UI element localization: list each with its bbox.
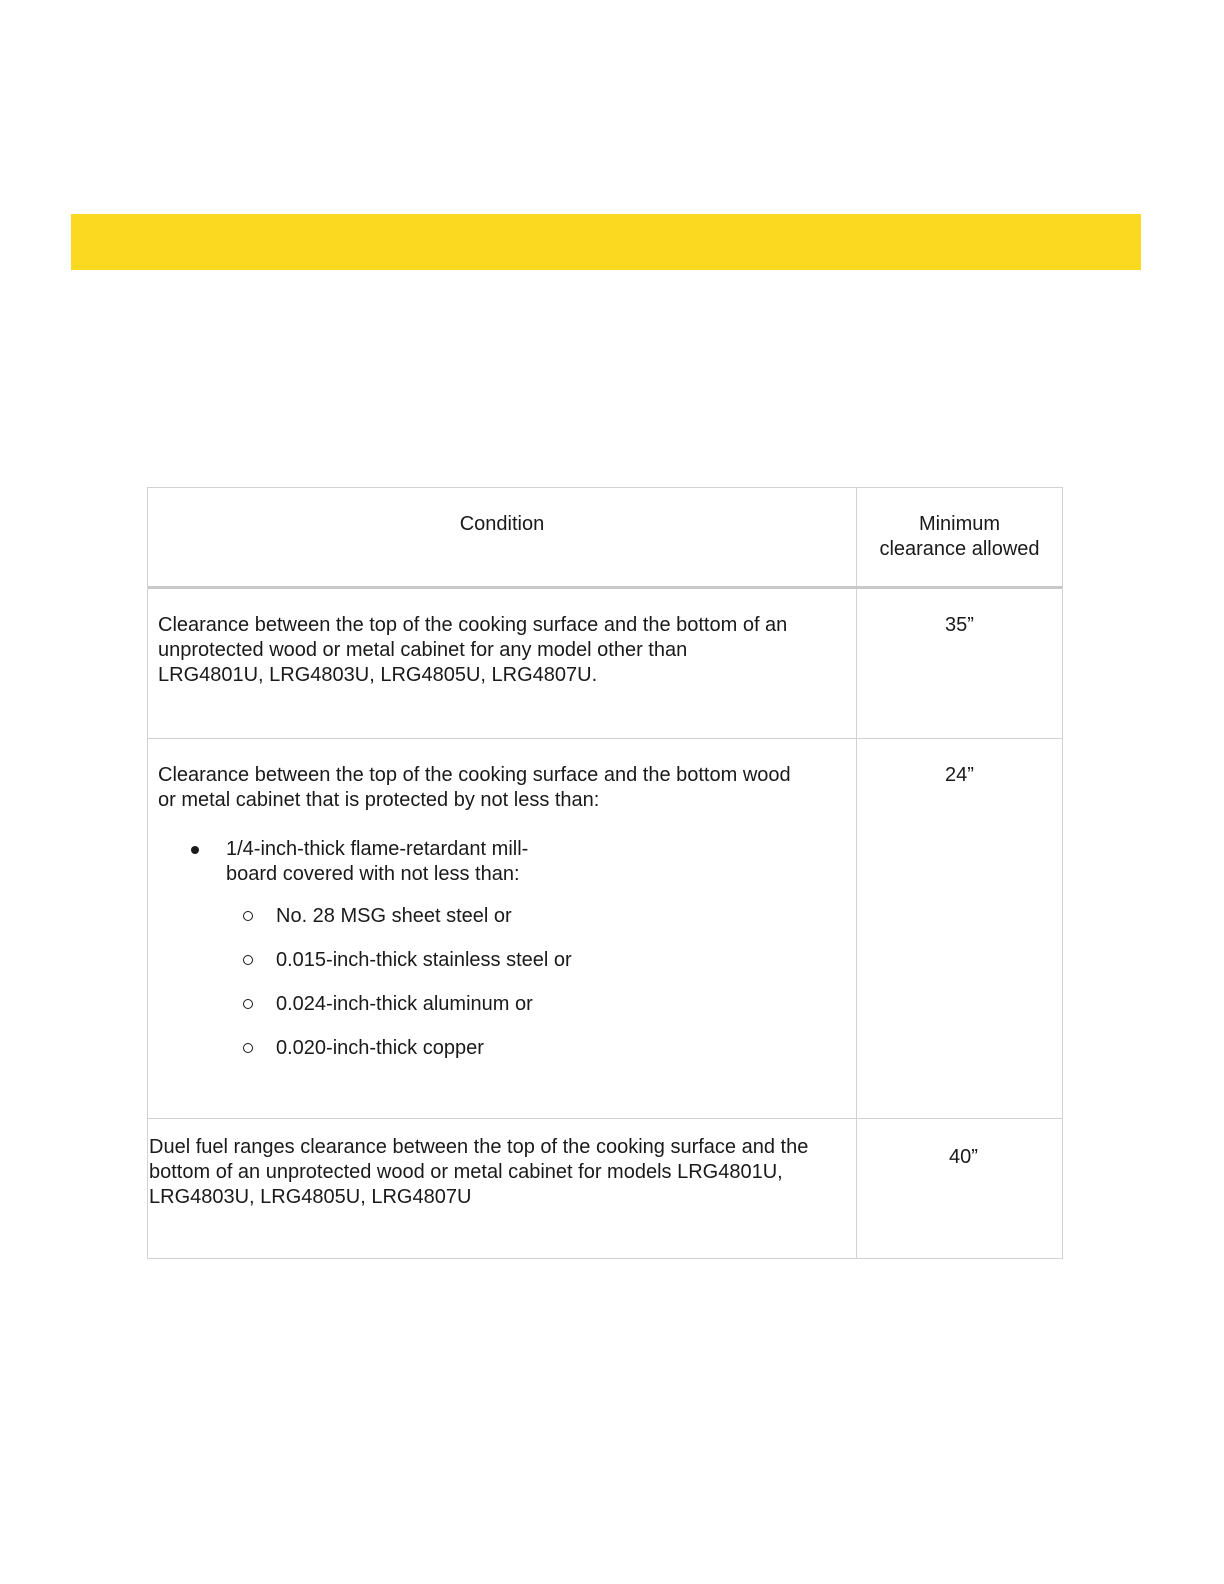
yellow-banner xyxy=(71,214,1141,270)
clearance-value xyxy=(857,739,1062,1118)
condition-line: Clearance between the top of the cooking surface and the bottom of an xyxy=(158,614,788,636)
clearance-value-text: 24” xyxy=(945,764,974,786)
sub-bullet-item xyxy=(158,1036,846,1080)
table-row xyxy=(148,739,1062,1119)
hollow-circle-icon xyxy=(243,1043,253,1053)
table-row xyxy=(148,589,1062,739)
bullet-line: board covered with not less than: xyxy=(226,863,520,885)
header-minimum xyxy=(857,488,1062,586)
table-row xyxy=(148,1119,1062,1258)
bullet-line: 1/4-inch-thick flame-retardant mill- xyxy=(226,838,529,860)
table-header-row xyxy=(148,488,1062,589)
clearance-value-text: 35” xyxy=(945,614,974,636)
header-condition xyxy=(148,488,857,586)
header-condition-label: Condition xyxy=(459,513,545,535)
sub-bullet-item xyxy=(158,948,846,992)
sub-bullet-text: 0.020-inch-thick copper xyxy=(276,1037,484,1059)
clearance-value-text: 40” xyxy=(949,1146,978,1168)
condition-line: LRG4801U, LRG4803U, LRG4805U, LRG4807U. xyxy=(158,664,598,686)
bullet-list xyxy=(158,837,846,1080)
sub-bullet-item xyxy=(158,992,846,1036)
bullet-dot-icon xyxy=(191,846,199,854)
bullet-item xyxy=(158,837,846,1080)
hollow-circle-icon xyxy=(243,911,253,921)
condition-line: or metal cabinet that is protected by not less than: xyxy=(158,789,600,811)
condition-cell xyxy=(148,589,857,738)
condition-line: Duel fuel ranges clearance between the top of the cooking surface and the xyxy=(149,1136,809,1158)
hollow-circle-icon xyxy=(243,999,253,1009)
clearance-value xyxy=(857,589,1062,738)
sub-bullet-item xyxy=(158,904,846,948)
header-minimum-line1: Minimum xyxy=(918,513,1001,535)
sub-bullet-text: 0.024-inch-thick aluminum or xyxy=(276,993,533,1015)
condition-line: bottom of an unprotected wood or metal cabinet for models LRG4801U, xyxy=(149,1161,783,1183)
sub-bullet-list xyxy=(158,904,846,1080)
condition-line: Clearance between the top of the cooking surface and the bottom wood xyxy=(158,764,791,786)
condition-line: unprotected wood or metal cabinet for any model other than xyxy=(158,639,688,661)
sub-bullet-text: 0.015-inch-thick stainless steel or xyxy=(276,949,572,971)
condition-cell xyxy=(148,739,857,1118)
condition-cell xyxy=(148,1119,857,1258)
clearance-value xyxy=(857,1119,1062,1258)
clearance-table xyxy=(147,487,1063,1259)
condition-line: LRG4803U, LRG4805U, LRG4807U xyxy=(149,1186,472,1208)
hollow-circle-icon xyxy=(243,955,253,965)
sub-bullet-text: No. 28 MSG sheet steel or xyxy=(276,905,512,927)
header-minimum-line2: clearance allowed xyxy=(879,538,1040,560)
